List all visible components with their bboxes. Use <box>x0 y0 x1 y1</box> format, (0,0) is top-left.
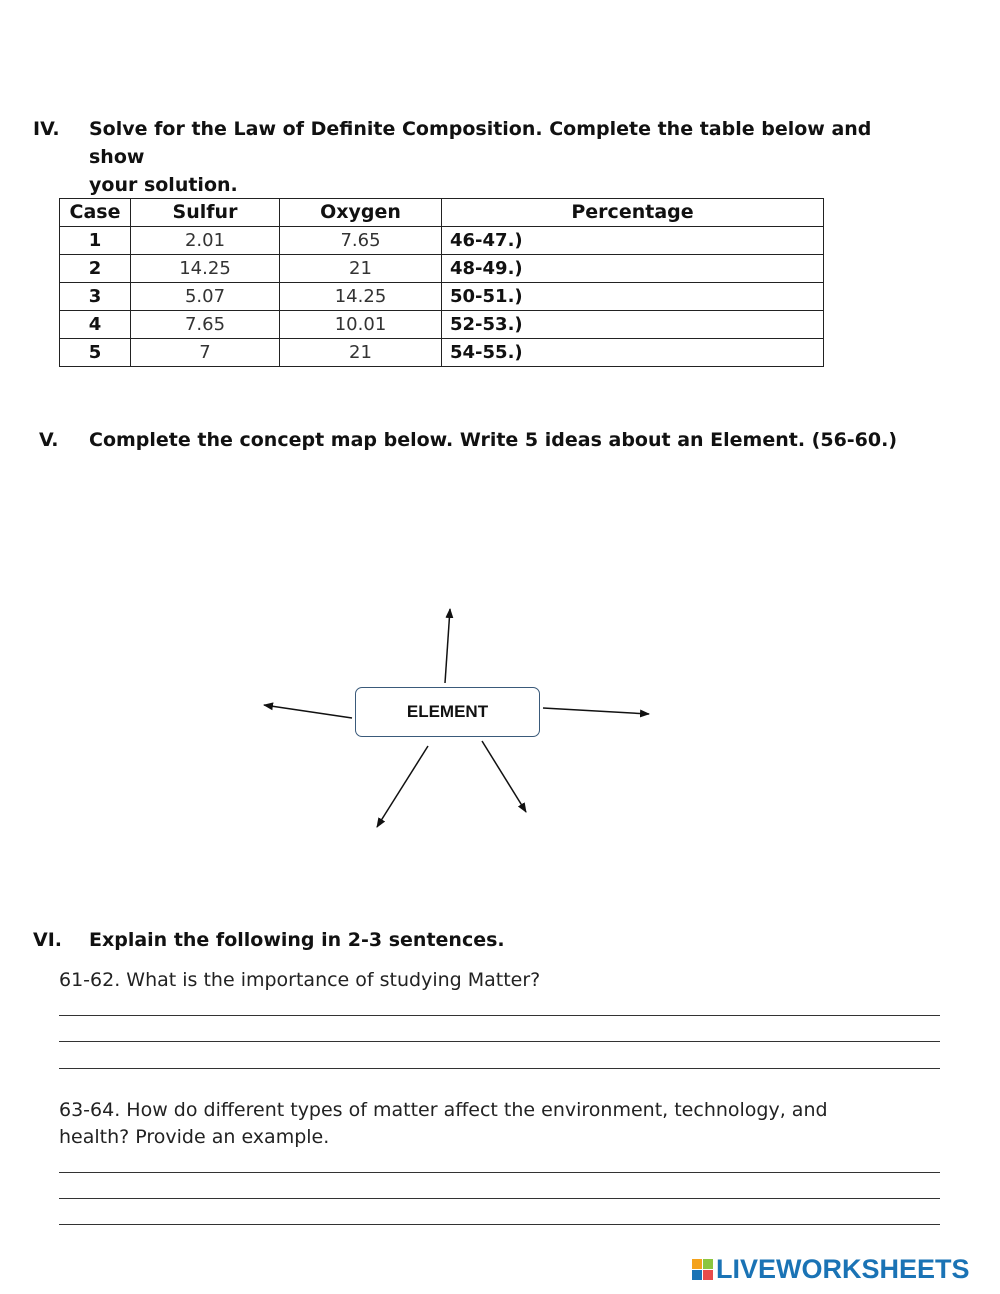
arrow-up <box>445 609 450 683</box>
arrow-right <box>543 708 649 714</box>
answer-line[interactable] <box>59 1198 940 1199</box>
case-cell: 1 <box>60 227 131 255</box>
oxygen-cell: 7.65 <box>280 227 442 255</box>
sulfur-cell: 2.01 <box>131 227 280 255</box>
case-cell: 4 <box>60 311 131 339</box>
logo-square-icon <box>692 1259 702 1269</box>
section-vi-number: VI. <box>33 929 62 951</box>
oxygen-cell: 21 <box>280 255 442 283</box>
case-cell: 5 <box>60 339 131 367</box>
oxygen-cell: 10.01 <box>280 311 442 339</box>
question-63-64-line2: health? Provide an example. <box>59 1126 330 1148</box>
question-61-62: 61-62. What is the importance of studying Matter? <box>59 969 541 991</box>
concept-map-center: ELEMENT <box>355 687 540 737</box>
answer-line[interactable] <box>59 1172 940 1173</box>
liveworksheets-wordmark: LIVEWORKSHEETS <box>716 1253 970 1284</box>
question-63-64-line1: 63-64. How do different types of matter affect the environment, technology, and <box>59 1099 828 1121</box>
sulfur-cell: 7.65 <box>131 311 280 339</box>
oxygen-cell: 14.25 <box>280 283 442 311</box>
question-63-64 <box>59 1097 939 1151</box>
sulfur-cell: 5.07 <box>131 283 280 311</box>
section-iv-number: IV. <box>33 118 60 140</box>
arrow-down-left <box>377 746 428 827</box>
section-iv-text-line2: your solution. <box>89 174 238 196</box>
oxygen-cell: 21 <box>280 339 442 367</box>
liveworksheets-logo-icon <box>692 1259 713 1280</box>
answer-line[interactable] <box>59 1015 940 1016</box>
section-vi-heading <box>33 926 933 954</box>
section-iv-text-line1: Solve for the Law of Definite Composition. Complete the table below and show <box>89 118 872 168</box>
section-v-text: Complete the concept map below. Write 5 ideas about an Element. (56-60.) <box>89 429 898 451</box>
percentage-answer-cell[interactable]: 54-55.) <box>442 339 824 367</box>
sulfur-cell: 7 <box>131 339 280 367</box>
case-cell: 3 <box>60 283 131 311</box>
answer-line[interactable] <box>59 1068 940 1069</box>
answer-line[interactable] <box>59 1041 940 1042</box>
logo-square-icon <box>692 1270 702 1280</box>
percentage-answer-cell[interactable]: 48-49.) <box>442 255 824 283</box>
header-sulfur: Sulfur <box>131 199 280 227</box>
sulfur-cell: 14.25 <box>131 255 280 283</box>
percentage-answer-cell[interactable]: 50-51.) <box>442 283 824 311</box>
arrow-left <box>264 705 352 718</box>
logo-square-icon <box>703 1259 713 1269</box>
percentage-answer-cell[interactable]: 46-47.) <box>442 227 824 255</box>
logo-square-icon <box>703 1270 713 1280</box>
header-oxygen: Oxygen <box>280 199 442 227</box>
header-percentage: Percentage <box>442 199 824 227</box>
arrow-down-right <box>482 741 526 812</box>
case-cell: 2 <box>60 255 131 283</box>
section-v-number: V. <box>39 429 59 451</box>
header-case: Case <box>60 199 131 227</box>
section-vi-text: Explain the following in 2-3 sentences. <box>89 929 505 951</box>
answer-line[interactable] <box>59 1224 940 1225</box>
liveworksheets-logo[interactable] <box>692 1254 970 1284</box>
percentage-answer-cell[interactable]: 52-53.) <box>442 311 824 339</box>
